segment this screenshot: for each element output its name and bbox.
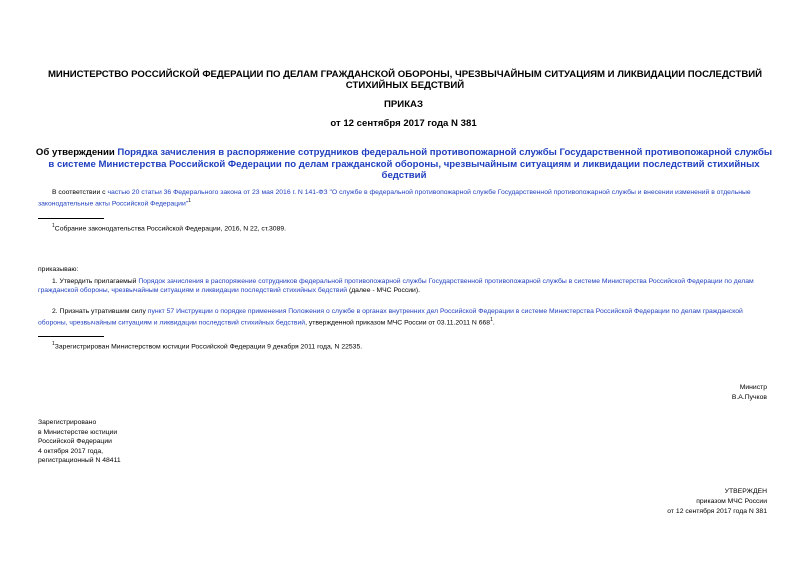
document-date: от 12 сентября 2017 года N 381: [330, 118, 477, 129]
footnote-1: [52, 223, 286, 232]
footnote-text: Собрание законодательства Российской Федерации, 2016, N 22, ст.3089.: [54, 225, 287, 233]
approval-line: приказом МЧС России: [696, 498, 767, 505]
ministry-header: МИНИСТЕРСТВО РОССИЙСКОЙ ФЕДЕРАЦИИ ПО ДЕЛАМ ГРАЖДАНСКОЙ ОБОРОНЫ, ЧРЕЗВЫЧАЙНЫМ СИТУАЦИЯМ И ЛИКВИДАЦИИ ПОСЛЕДСТВИЙ СТИХИЙНЫХ БЕДСТВИЙ: [47, 69, 763, 91]
footnote-2: [52, 341, 362, 350]
footnote-marker: 1: [52, 341, 55, 347]
approval-line: от 12 сентября 2017 года N 381: [667, 508, 767, 515]
item-2-prefix: 2. Признать утратившим силу: [52, 308, 148, 315]
document-title: [34, 147, 774, 182]
registration-line: 4 октября 2017 года,: [38, 447, 104, 455]
signature-block: [732, 383, 767, 403]
item-2-suffix: , утвержденной приказом МЧС России от 03.11.2011 N 668: [305, 319, 491, 327]
registration-line: Зарегистрировано: [38, 419, 97, 426]
footnote-divider: [38, 218, 104, 219]
title-prefix: Об утверждении: [35, 147, 118, 158]
registration-line: Российской Федерации: [38, 438, 112, 446]
item-1-paragraph: [38, 277, 773, 295]
registration-line: регистрационный N 48411: [38, 457, 121, 465]
approval-block: [667, 487, 767, 517]
item-2-paragraph: [38, 307, 773, 327]
item-1-link[interactable]: Порядок зачисления в распоряжение сотрудников федеральной противопожарной службы Государственной противопожарной службы в системе Министерства Российской Федерации по делам гражданской обороны, чрезвычайным ситуациям и ликвидации последствий стихийных бедствий: [38, 278, 754, 294]
preamble-paragraph: [38, 188, 773, 208]
order-word: приказываю:: [38, 266, 79, 273]
footnote-text: Зарегистрирован Министерством юстиции Российской Федерации 9 декабря 2011 года, N 22535.: [54, 343, 363, 351]
approval-line: УТВЕРЖДЕН: [724, 488, 767, 495]
preamble-text: В соответствии с: [52, 189, 108, 196]
footnote-marker: 1: [188, 198, 191, 204]
item-2-link[interactable]: пункт 57 Инструкции о порядке применения Положения о службе в органах внутренних дел Российской Федерации в системе Министерства Российской Федерации по делам гражданской обороны, чрезвычайным ситуациям и ликвидации последствий стихийных бедствий: [38, 308, 743, 327]
registration-line: в Министерстве юстиции: [38, 428, 118, 436]
item-2-end: .: [492, 319, 495, 327]
document-type: ПРИКАЗ: [384, 99, 423, 110]
preamble-law-link[interactable]: частью 20 статьи 36 Федерального закона от 23 мая 2016 г. N 141-ФЗ "О службе в федеральной противопожарной службе Государственной противопожарной службы и внесении изменений в отдельные законодательные акты Российской Федерации": [38, 189, 751, 208]
registration-block: [38, 418, 121, 466]
footnote-divider: [38, 336, 104, 337]
footnote-marker: 1: [490, 317, 493, 323]
footnote-marker: 1: [52, 223, 55, 229]
signature-position: Министр: [739, 384, 767, 391]
title-link[interactable]: Порядка зачисления в распоряжение сотрудников федеральной противопожарной службы Государственной противопожарной службы в системе Министерства Российской Федерации по делам гражданской обороны, чрезвычайным ситуациям и ликвидации последствий стихийных бедствий: [48, 147, 773, 181]
item-1-prefix: 1. Утвердить прилагаемый: [52, 278, 139, 285]
signature-name: В.А.Пучков: [731, 394, 767, 401]
item-1-suffix: (далее - МЧС России).: [347, 287, 420, 294]
